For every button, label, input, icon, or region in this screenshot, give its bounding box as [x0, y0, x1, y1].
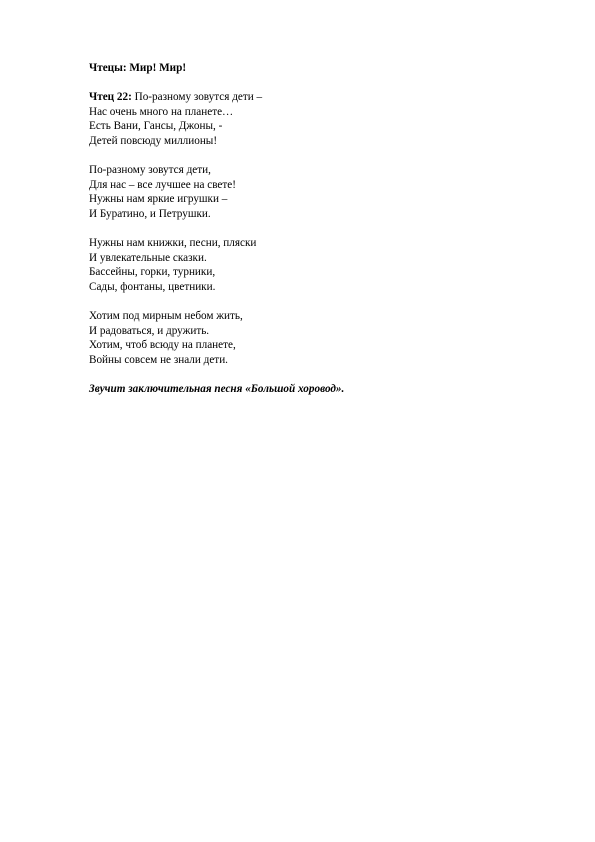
stanza-gap: [89, 149, 549, 164]
document-body: [89, 61, 549, 397]
stanza2-line-2: Для нас – все лучшее на свете!: [89, 178, 236, 191]
stanza4-line-2: И радоваться, и дружить.: [89, 324, 210, 337]
stanza1-line-2: Нас очень много на планете…: [89, 105, 234, 118]
stanza4-line-3: Хотим, чтоб всюду на планете,: [89, 339, 236, 352]
stanza-gap: [89, 222, 549, 237]
stanza3-line-2: И увлекательные сказки.: [89, 251, 207, 264]
stanza4-line-4: Войны совсем не знали дети.: [89, 353, 228, 366]
closing-stage-direction: Звучит заключительная песня «Большой хоровод».: [89, 383, 345, 396]
stanza4-line-1: Хотим под мирным небом жить,: [89, 310, 243, 323]
stanza1-line-1: По-разному зовутся дети –: [131, 91, 263, 104]
reader-label: Чтец 22:: [89, 91, 132, 104]
stanza3-line-4: Сады, фонтаны, цветники.: [89, 280, 216, 293]
stanza1-line-4: Детей повсюду миллионы!: [89, 134, 218, 147]
stanza3-line-1: Нужны нам книжки, песни, пляски: [89, 237, 257, 250]
stanza3-line-3: Бассейны, горки, турники,: [89, 266, 216, 279]
stanza-gap: [89, 76, 549, 91]
intro-line: Чтецы: Мир! Мир!: [89, 62, 187, 74]
stanza-gap: [89, 295, 549, 310]
stanza2-line-3: Нужны нам яркие игрушки –: [89, 193, 228, 206]
stanza-gap: [89, 367, 549, 382]
stanza2-line-1: По-разному зовутся дети,: [89, 164, 211, 177]
stanza2-line-4: И Буратино, и Петрушки.: [89, 207, 211, 220]
stanza-line: [89, 90, 549, 105]
stanza1-line-3: Есть Вани, Гансы, Джоны, -: [89, 120, 223, 133]
